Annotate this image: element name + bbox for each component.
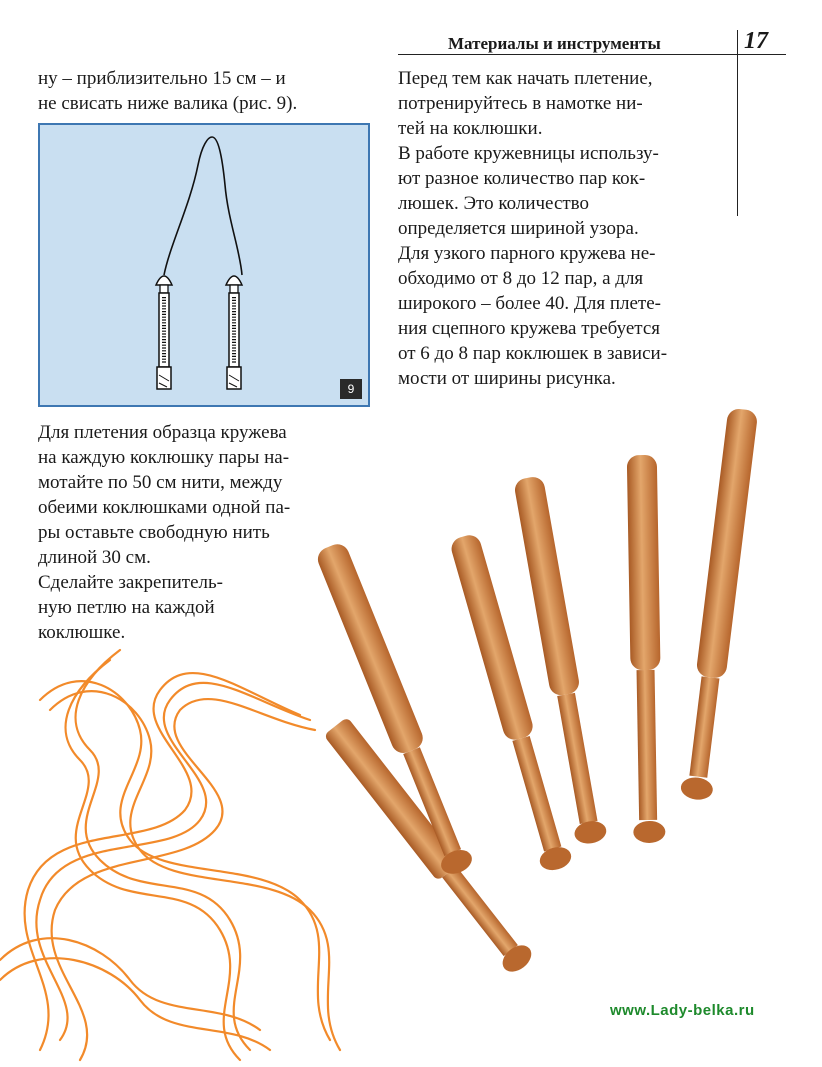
text-line: не свисать ниже валика (рис. 9).	[38, 93, 298, 114]
header-rule	[398, 54, 786, 55]
thread-loop	[164, 137, 242, 275]
paragraph	[38, 570, 290, 645]
text-line: ну – приблизительно 15 см – и	[38, 68, 286, 89]
right-bobbin	[226, 276, 242, 389]
text-line: обеими коклюшками одной па-	[38, 497, 291, 518]
bottom-left-text	[38, 420, 290, 645]
bobbin	[512, 475, 608, 846]
text-line: люшек. Это количество	[398, 193, 590, 214]
text-line: Для плетения образца кружева	[38, 422, 287, 443]
text-line: Перед тем как начать плетение,	[398, 68, 653, 89]
section-title: Материалы и инструменты	[448, 34, 661, 53]
bobbin	[323, 716, 537, 977]
left-bobbin	[156, 276, 172, 389]
text-line: широкого – более 40. Для плете-	[398, 293, 661, 314]
text-line: определяется шириной узора.	[398, 218, 639, 239]
text-line: на каждую коклюшку пары на-	[38, 447, 290, 468]
text-line: ры оставьте свободную нить	[38, 522, 270, 543]
paragraph	[398, 141, 667, 391]
bobbin-pair-illustration	[40, 125, 368, 405]
text-line: потренируйтесь в намотке ни-	[398, 93, 643, 114]
figure-number-badge: 9	[340, 379, 362, 399]
text-line: ют разное количество пар кок-	[398, 168, 646, 189]
text-line: коклюшке.	[38, 622, 126, 643]
text-line: ния сцепного кружева требуется	[398, 318, 661, 339]
paragraph	[38, 420, 290, 570]
right-column-text	[398, 66, 667, 391]
text-line: обходимо от 8 до 12 пар, а для	[398, 268, 644, 289]
text-line: тей на коклюшки.	[398, 118, 543, 139]
header-divider	[737, 30, 738, 216]
text-line: Для узкого парного кружева не-	[398, 243, 656, 264]
text-line: мотайте по 50 см нити, между	[38, 472, 283, 493]
bobbin	[627, 455, 666, 843]
page-number: 17	[744, 28, 768, 54]
bobbin	[680, 407, 760, 801]
bobbin	[314, 541, 475, 878]
text-line: ную петлю на каждой	[38, 597, 215, 618]
orange-thread	[0, 650, 340, 1060]
figure-bobbin-pair	[38, 123, 370, 407]
text-line: В работе кружевницы использу-	[398, 143, 659, 164]
site-watermark: www.Lady-belka.ru	[610, 1002, 755, 1019]
text-line: Сделайте закрепитель-	[38, 572, 223, 593]
paragraph	[398, 66, 667, 141]
intro-paragraph	[38, 66, 297, 116]
text-line: мости от ширины рисунка.	[398, 368, 616, 389]
text-line: длиной 30 см.	[38, 547, 151, 568]
text-line: от 6 до 8 пар коклюшек в зависи-	[398, 343, 668, 364]
